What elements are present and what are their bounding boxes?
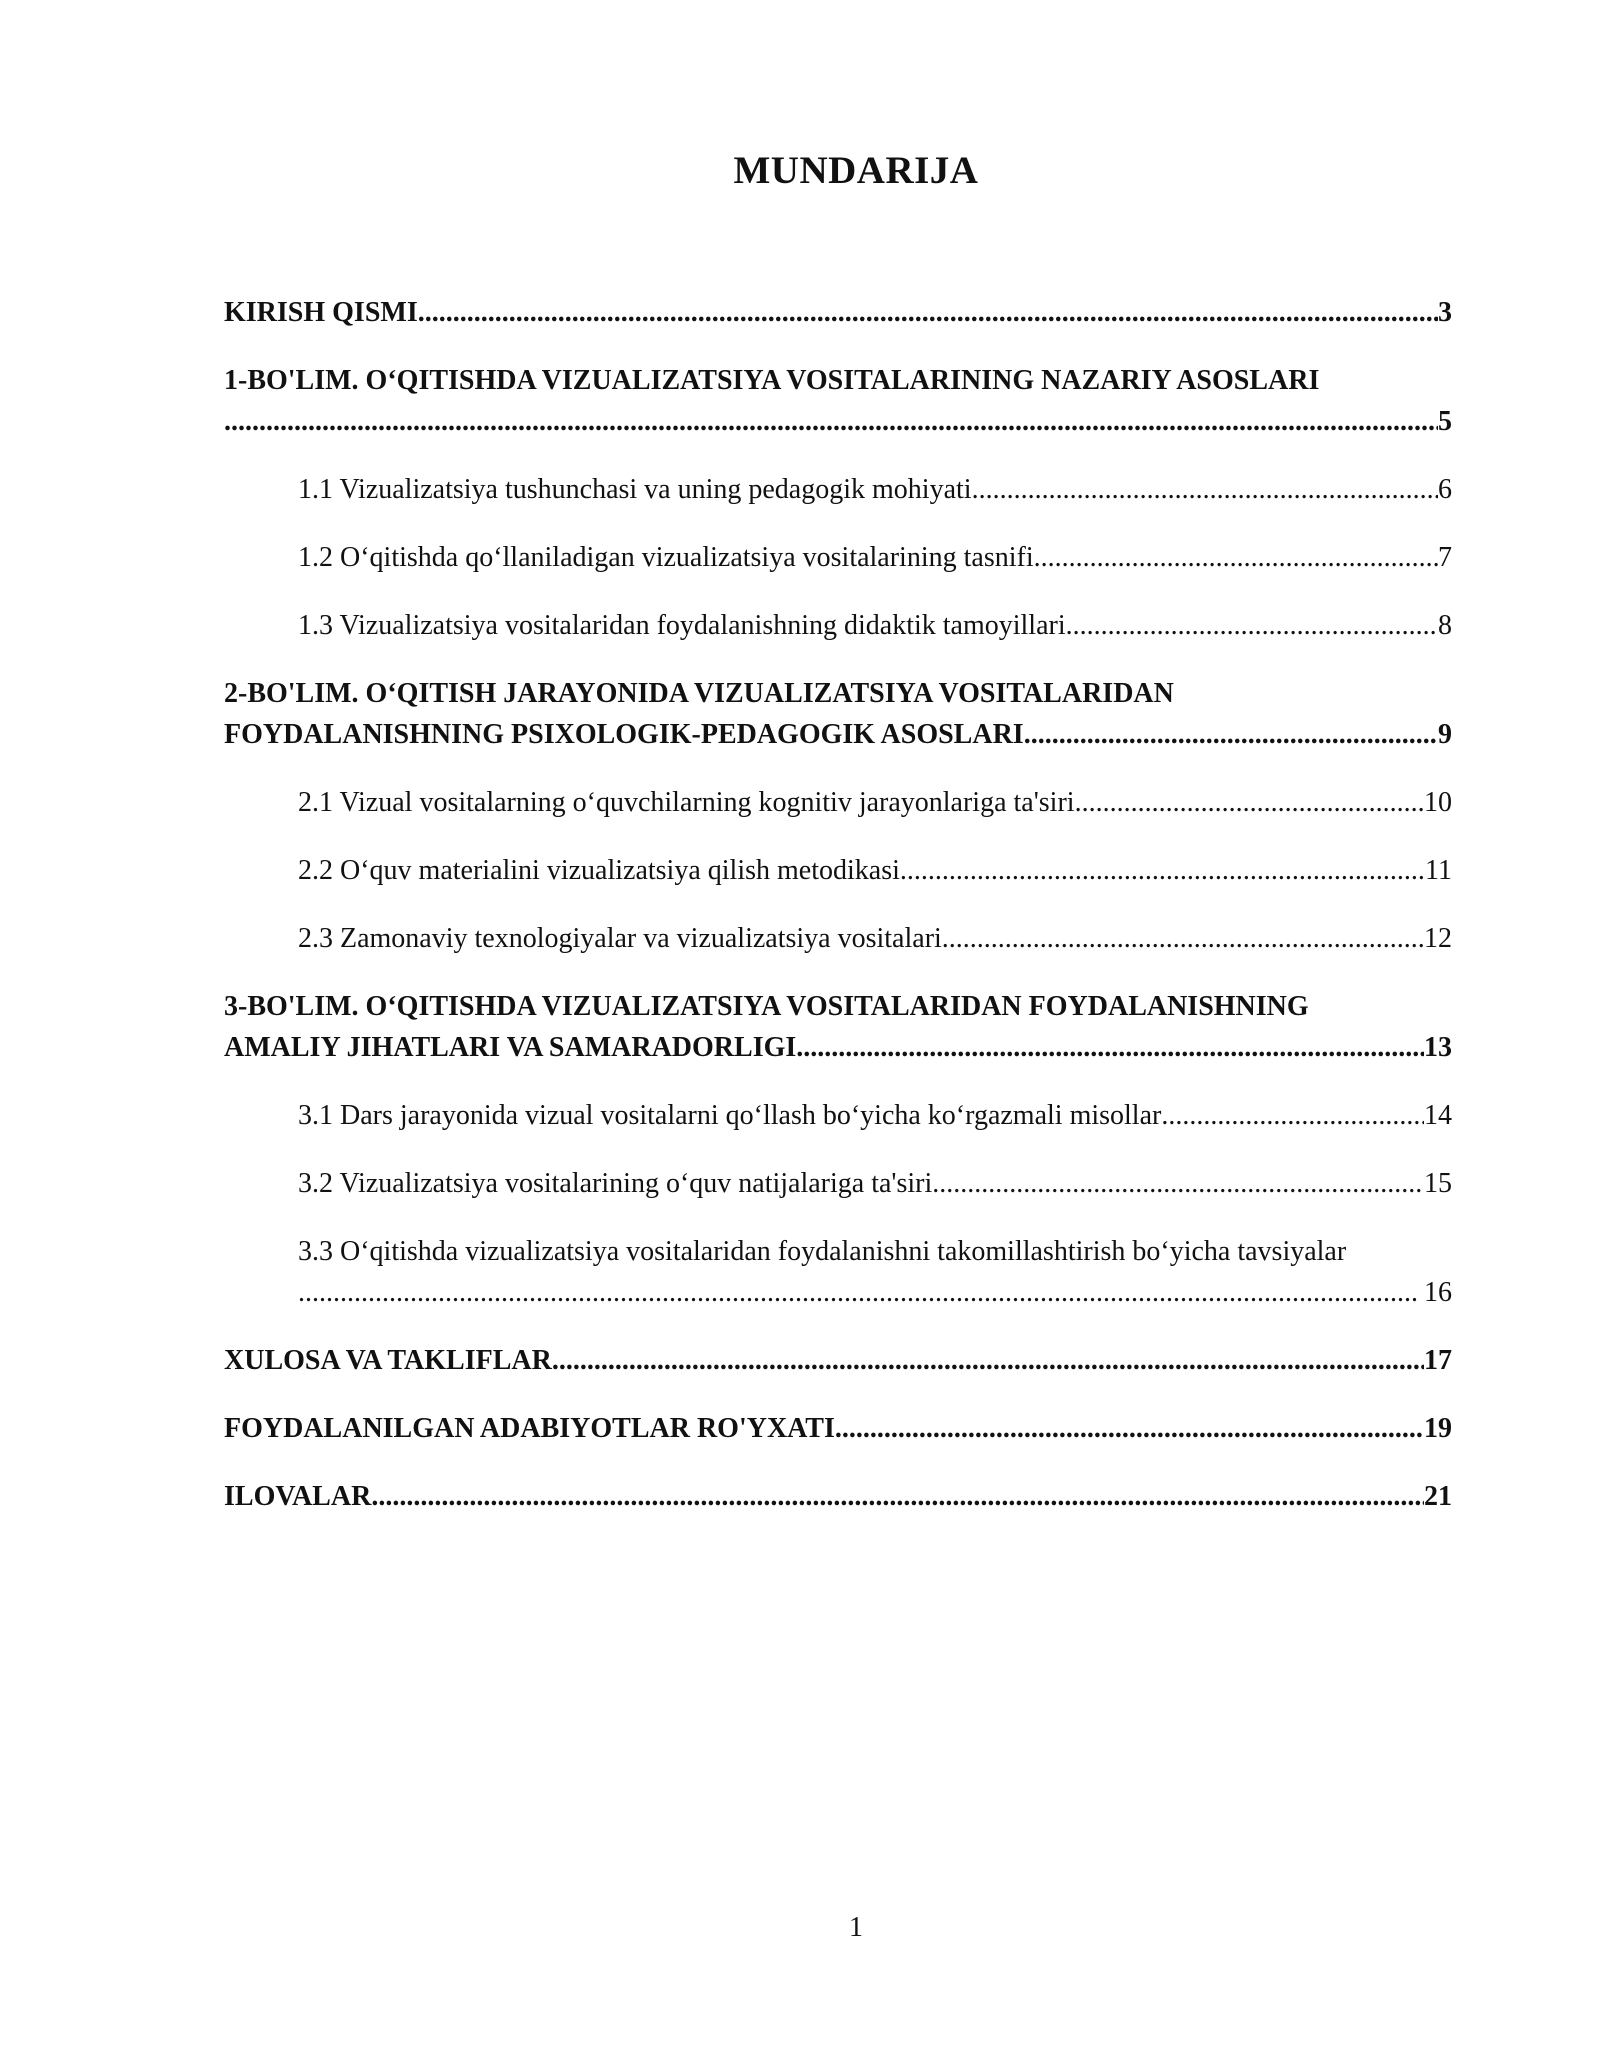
dot-leader (298, 1272, 1417, 1313)
toc-entry-2-3[interactable] (224, 918, 1452, 959)
toc-entry-page: 9 (1438, 719, 1452, 750)
toc-entry-3-3[interactable] (224, 1231, 1452, 1313)
dot-leader (418, 292, 1438, 333)
toc-entry-ilovalar[interactable] (224, 1476, 1452, 1517)
toc-entry-title-continued: AMALIY JIHATLARI VA SAMARADORLIGI (224, 1032, 797, 1063)
toc-entry-title: ILOVALAR (224, 1481, 372, 1512)
table-of-contents (224, 292, 1452, 1544)
page-title: MUNDARIJA (733, 149, 979, 192)
toc-entry-title: 1.1 Vizualizatsiya tushunchasi va uning pedagogik mohiyati (298, 474, 972, 505)
toc-entry-page: 8 (1438, 610, 1452, 641)
toc-entry-3-2[interactable] (224, 1163, 1452, 1204)
toc-entry-title-continued: FOYDALANISHNING PSIXOLOGIK-PEDAGOGIK ASOSLARI (224, 719, 1024, 750)
toc-entry-chapter-1[interactable] (224, 360, 1452, 442)
dot-leader (835, 1408, 1424, 1449)
toc-entry-kirish[interactable] (224, 292, 1452, 333)
toc-entry-title: 3.3 O‘qitishda vizualizatsiya vositalaridan foydalanishni takomillashtirish bo‘yicha tavsiyalar (298, 1236, 1347, 1267)
dot-leader (942, 918, 1424, 959)
toc-entry-1-1[interactable] (224, 469, 1452, 510)
toc-entry-chapter-2[interactable] (224, 673, 1452, 755)
toc-entry-page: 5 (1438, 406, 1452, 437)
dot-leader (371, 1476, 1424, 1517)
toc-entry-page: 16 (1417, 1277, 1452, 1308)
dot-leader (796, 1027, 1424, 1068)
toc-entry-page: 15 (1424, 1168, 1452, 1199)
toc-entry-title: 3-BO'LIM. O‘QITISHDA VIZUALIZATSIYA VOSITALARIDAN FOYDALANISHNING (224, 991, 1309, 1022)
toc-entry-page: 19 (1424, 1413, 1452, 1444)
toc-entry-2-1[interactable] (224, 782, 1452, 823)
dot-leader (1075, 782, 1424, 823)
dot-leader (972, 469, 1438, 510)
toc-entry-title: 2.1 Vizual vositalarning o‘quvchilarning kognitiv jarayonlariga ta'siri (298, 787, 1075, 818)
toc-entry-page: 14 (1424, 1100, 1452, 1131)
toc-entry-2-2[interactable] (224, 850, 1452, 891)
toc-entry-page: 11 (1425, 855, 1452, 886)
toc-entry-page: 13 (1424, 1032, 1452, 1063)
toc-entry-page: 6 (1438, 474, 1452, 505)
dot-leader (1034, 537, 1438, 578)
toc-entry-title: 2-BO'LIM. O‘QITISH JARAYONIDA VIZUALIZATSIYA VOSITALARIDAN (224, 678, 1174, 709)
toc-entry-adabiyotlar[interactable] (224, 1408, 1452, 1449)
dot-leader (900, 850, 1425, 891)
dot-leader (932, 1163, 1424, 1204)
dot-leader (1024, 714, 1438, 755)
toc-entry-title: KIRISH QISMI (224, 297, 418, 328)
page-number: 1 (849, 1912, 863, 1943)
toc-entry-3-1[interactable] (224, 1095, 1452, 1136)
toc-entry-title: 2.2 O‘quv materialini vizualizatsiya qilish metodikasi (298, 855, 900, 886)
toc-entry-title: 2.3 Zamonaviy texnologiyalar va vizualizatsiya vositalari (298, 923, 942, 954)
toc-entry-page: 3 (1438, 297, 1452, 328)
toc-entry-title: 1.2 O‘qitishda qo‘llaniladigan vizualizatsiya vositalarining tasnifi (298, 542, 1034, 573)
toc-entry-title: 1-BO'LIM. O‘QITISHDA VIZUALIZATSIYA VOSITALARINING NAZARIY ASOSLARI (224, 365, 1320, 396)
dot-leader (1066, 605, 1438, 646)
toc-entry-title: 3.1 Dars jarayonida vizual vositalarni qo‘llash bo‘yicha ko‘rgazmali misollar (298, 1100, 1162, 1131)
toc-entry-1-3[interactable] (224, 605, 1452, 646)
toc-entry-page: 17 (1424, 1345, 1452, 1376)
toc-entry-title: 1.3 Vizualizatsiya vositalaridan foydalanishning didaktik tamoyillari (298, 610, 1066, 641)
toc-entry-title: 3.2 Vizualizatsiya vositalarining o‘quv natijalariga ta'siri (298, 1168, 933, 1199)
dot-leader (552, 1340, 1424, 1381)
toc-entry-chapter-3[interactable] (224, 986, 1452, 1068)
toc-entry-title: XULOSA VA TAKLIFLAR (224, 1345, 552, 1376)
toc-entry-page: 10 (1424, 787, 1452, 818)
toc-entry-page: 21 (1424, 1481, 1452, 1512)
dot-leader (224, 401, 1438, 442)
toc-entry-1-2[interactable] (224, 537, 1452, 578)
toc-entry-xulosa[interactable] (224, 1340, 1452, 1381)
toc-entry-page: 7 (1438, 542, 1452, 573)
dot-leader (1161, 1095, 1424, 1136)
toc-entry-page: 12 (1424, 923, 1452, 954)
toc-entry-title: FOYDALANILGAN ADABIYOTLAR RO'YXATI (224, 1413, 835, 1444)
